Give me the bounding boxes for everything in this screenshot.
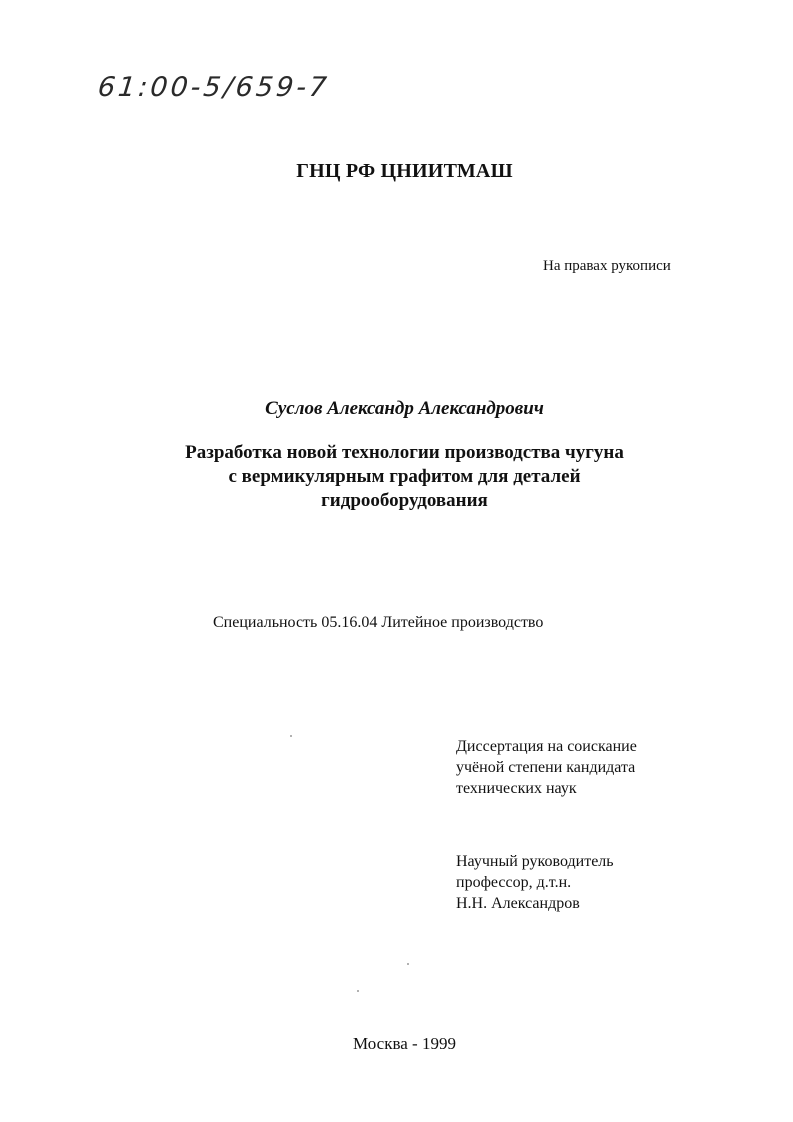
degree-line: учёной степени кандидата	[456, 759, 636, 776]
supervisor-line: Научный руководитель	[456, 853, 614, 870]
archive-number-handwritten: 61:00-5/659-7	[96, 72, 331, 103]
author-name: Суслов Александр Александрович	[265, 398, 544, 419]
degree-line: технических наук	[456, 780, 577, 797]
specialty-line: Специальность 05.16.04 Литейное производство	[213, 614, 544, 631]
scan-speck	[357, 990, 359, 992]
title-line: с вермикулярным графитом для деталей	[228, 466, 581, 487]
dissertation-degree-block	[456, 736, 637, 799]
institution-name: ГНЦ РФ ЦНИИТМАШ	[296, 160, 513, 182]
scan-speck	[407, 963, 409, 965]
rights-notice: На правах рукописи	[543, 258, 671, 274]
place-and-year: Москва - 1999	[353, 1034, 456, 1053]
supervisor-line: профессор, д.т.н.	[456, 874, 572, 891]
title-line: Разработка новой технологии производства чугуна	[185, 442, 624, 463]
dissertation-title	[0, 441, 793, 513]
supervisor-line: Н.Н. Александров	[456, 895, 580, 912]
scan-speck	[290, 735, 292, 737]
degree-line: Диссертация на соискание	[456, 738, 637, 755]
supervisor-block	[456, 851, 614, 914]
title-line: гидрооборудования	[321, 490, 488, 511]
